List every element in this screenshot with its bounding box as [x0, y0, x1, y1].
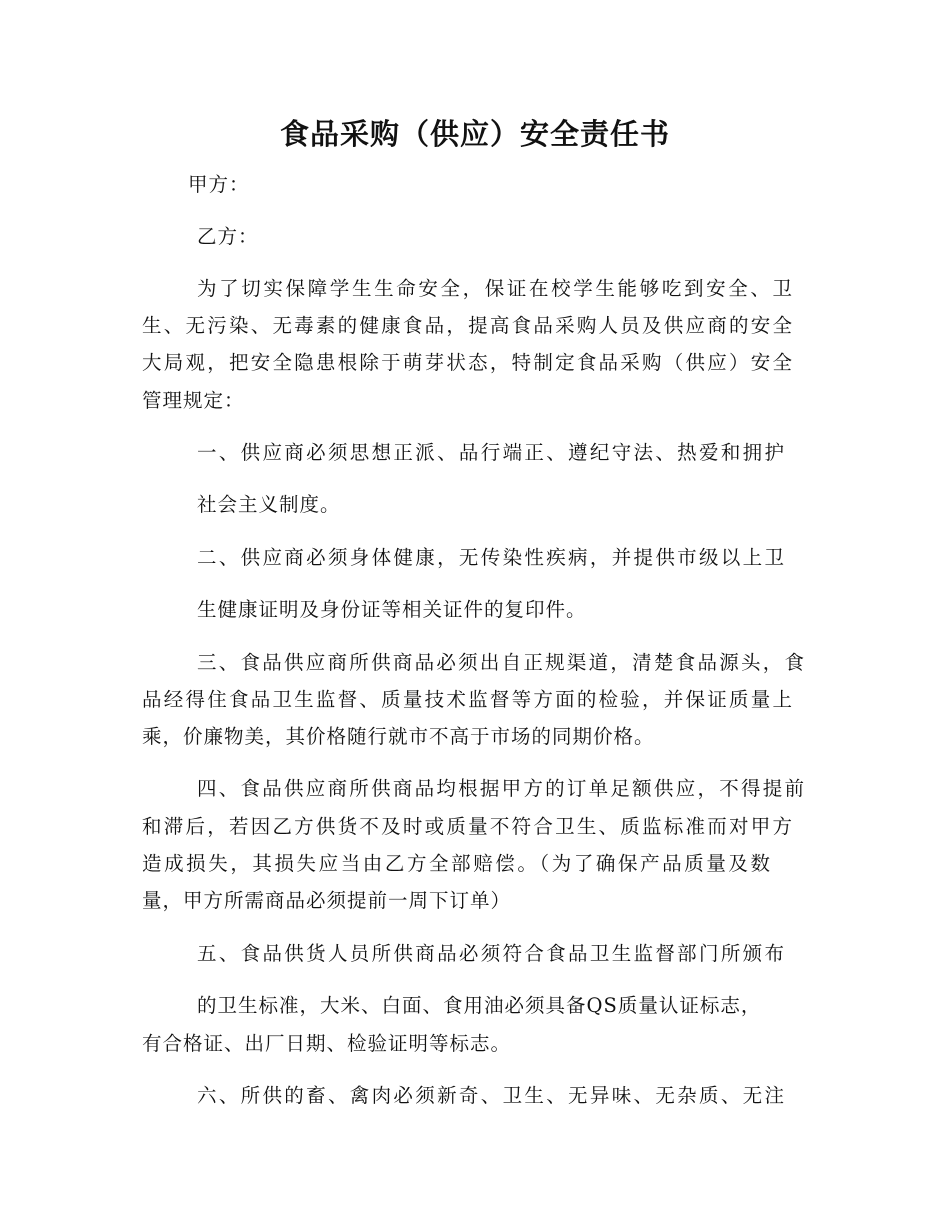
clause-4-line-4: 量，甲方所需商品必须提前一周下订单） — [142, 889, 512, 912]
clause-3-line-3: 乘，价廉物美，其价格随行就市不高于市场的同期价格。 — [142, 725, 655, 748]
party-b-label: 乙方： — [197, 225, 259, 248]
party-a-label: 甲方： — [188, 173, 250, 196]
intro-line-3: 大局观，把安全隐患根除于萌芽状态，特制定食品采购（供应）安全 — [142, 351, 793, 374]
intro-line-4: 管理规定： — [142, 389, 245, 412]
clause-1-line-1: 一、供应商必须思想正派、品行端正、遵纪守法、热爱和拥护 — [197, 441, 785, 464]
intro-line-2: 生、无污染、无毒素的健康食品，提高食品采购人员及供应商的安全 — [142, 314, 793, 337]
clause-5-line-2: 的卫生标准，大米、白面、食用油必须具备QS质量认证标志， — [197, 994, 762, 1017]
document-title: 食品采购（供应）安全责任书 — [279, 117, 670, 151]
clause-4-line-1: 四、食品供应商所供商品均根据甲方的订单足额供应，不得提前 — [197, 777, 805, 800]
clause-3-line-1: 三、食品供应商所供商品必须出自正规渠道，清楚食品源头，食 — [197, 651, 805, 674]
clause-3-line-2: 品经得住食品卫生监督、质量技术监督等方面的检验，并保证质量上 — [142, 688, 793, 711]
clause-4-line-2: 和滞后，若因乙方供货不及时或质量不符合卫生、质监标准而对甲方 — [142, 815, 793, 838]
clause-2-line-2: 生健康证明及身份证等相关证件的复印件。 — [197, 598, 587, 621]
intro-line-1: 为了切实保障学生生命安全，保证在校学生能够吃到安全、卫 — [197, 277, 793, 300]
clause-5-line-3: 有合格证、出厂日期、检验证明等标志。 — [142, 1032, 512, 1055]
clause-4-line-3: 造成损失，其损失应当由乙方全部赔偿。（为了确保产品质量及数 — [142, 852, 771, 875]
clause-5-line-1: 五、食品供货人员所供商品必须符合食品卫生监督部门所颁布 — [197, 942, 785, 965]
clause-1-line-2: 社会主义制度。 — [197, 493, 341, 516]
clause-6-line-1: 六、所供的畜、禽肉必须新奇、卫生、无异味、无杂质、无注 — [197, 1084, 785, 1107]
clause-2-line-1: 二、供应商必须身体健康，无传染性疾病，并提供市级以上卫 — [197, 546, 785, 569]
